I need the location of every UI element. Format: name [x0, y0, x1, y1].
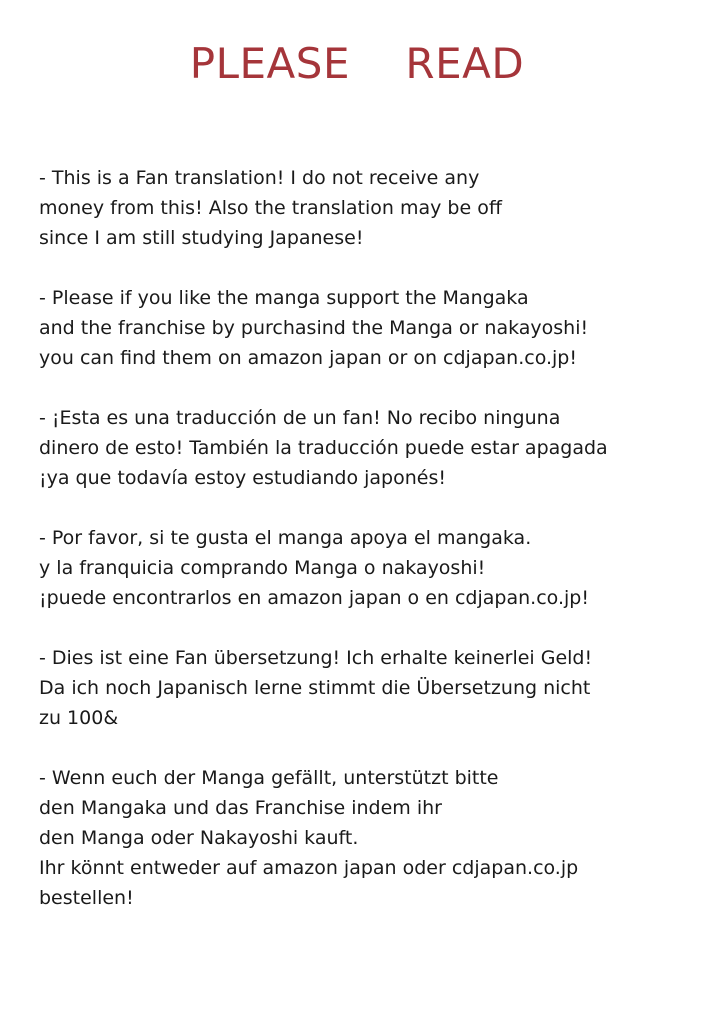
text-line: - Please if you like the manga support the Mangaka [39, 287, 529, 309]
text-line: you can find them on amazon japan or on cdjapan.co.jp! [39, 347, 577, 369]
text-line: bestellen! [39, 887, 134, 909]
text-line: since I am still studying Japanese! [39, 227, 364, 249]
text-line: - This is a Fan translation! I do not receive any [39, 167, 480, 189]
text-line: ¡puede encontrarlos en amazon japan o en cdjapan.co.jp! [39, 587, 589, 609]
paragraph-spanish-support [39, 523, 699, 613]
text-line: den Mangaka und das Franchise indem ihr [39, 797, 442, 819]
paragraph-spanish-disclaimer [39, 403, 699, 493]
text-line: money from this! Also the translation may be off [39, 197, 502, 219]
text-line: den Manga oder Nakayoshi kauft. [39, 827, 359, 849]
text-line: y la franquicia comprando Manga o nakayoshi! [39, 557, 486, 579]
text-line: - Dies ist eine Fan übersetzung! Ich erhalte keinerlei Geld! [39, 647, 593, 669]
notice-body [39, 163, 699, 943]
text-line: and the franchise by purchasind the Manga or nakayoshi! [39, 317, 589, 339]
text-line: dinero de esto! También la traducción puede estar apagada [39, 437, 608, 459]
text-line: Ihr könnt entweder auf amazon japan oder cdjapan.co.jp [39, 857, 579, 879]
page-title: PLEASE READ [189, 39, 525, 88]
paragraph-english-disclaimer [39, 163, 699, 253]
text-line: - Por favor, si te gusta el manga apoya el mangaka. [39, 527, 532, 549]
paragraph-english-support [39, 283, 699, 373]
paragraph-german-disclaimer [39, 643, 699, 733]
text-line: zu 100& [39, 707, 119, 729]
paragraph-german-support [39, 763, 699, 913]
text-line: Da ich noch Japanisch lerne stimmt die Übersetzung nicht [39, 677, 591, 699]
text-line: ¡ya que todavía estoy estudiando japonés! [39, 467, 446, 489]
text-line: - Wenn euch der Manga gefällt, unterstützt bitte [39, 767, 499, 789]
text-line: - ¡Esta es una traducción de un fan! No recibo ninguna [39, 407, 561, 429]
